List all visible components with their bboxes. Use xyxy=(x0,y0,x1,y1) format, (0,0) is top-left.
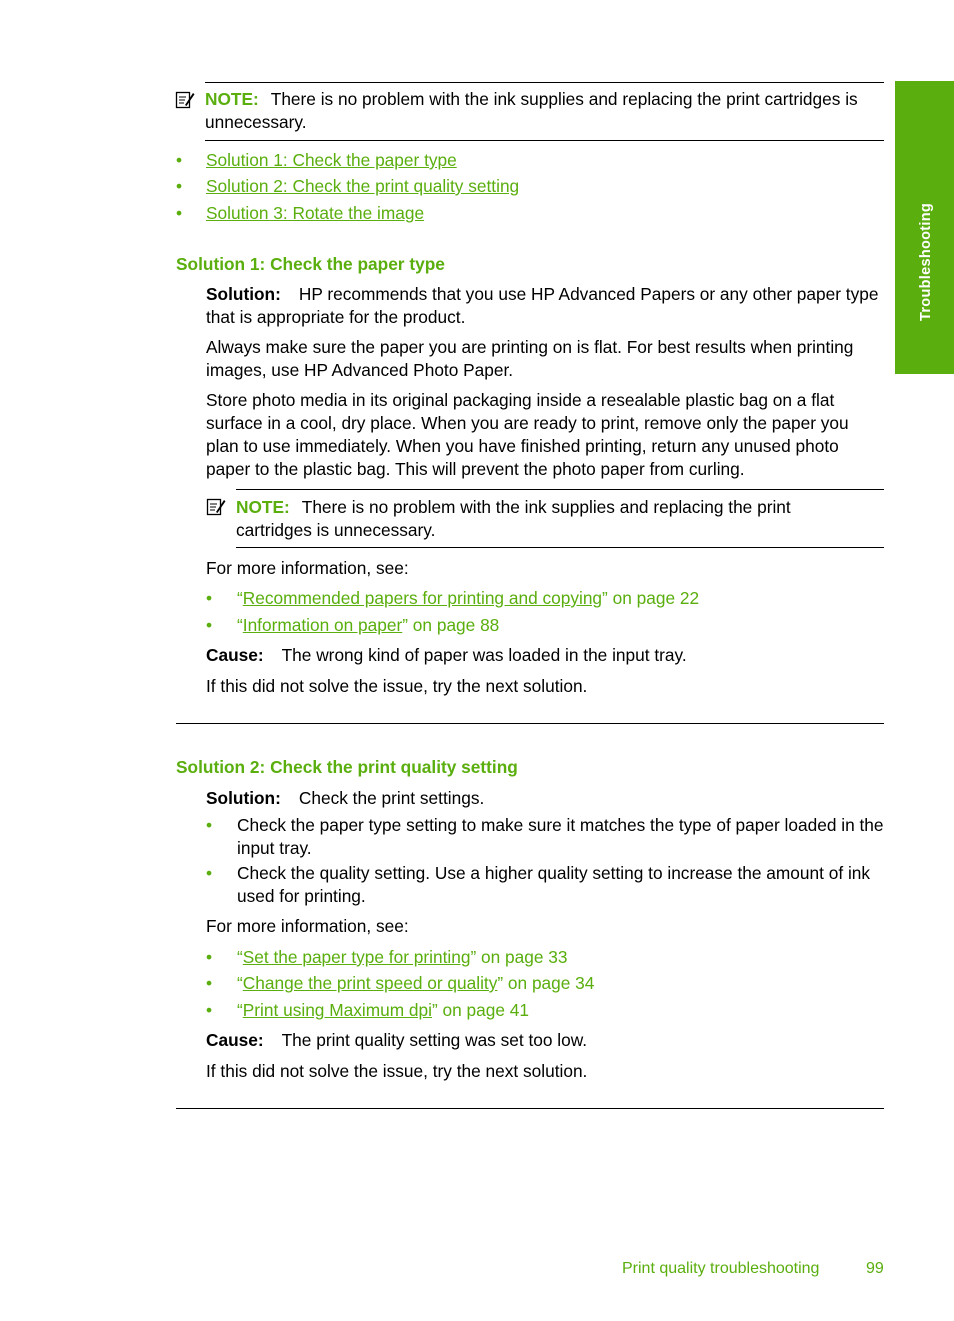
quote-open: “ xyxy=(237,588,243,608)
ref-bullet: • xyxy=(206,588,213,608)
sol2-bullet-2: Check the quality setting. Use a higher quality setting to increase the amount of ink used for printing. xyxy=(237,863,871,906)
quote-close-page: ” on page 22 xyxy=(602,588,700,608)
note2 xyxy=(236,496,856,542)
note1-text: There is no problem with the ink supplies and replacing the print cartridges is unnecessary. xyxy=(205,89,858,132)
quote-open: “ xyxy=(237,973,243,993)
ref-link-set-paper-type[interactable]: Set the paper type for printing xyxy=(242,947,471,967)
sol2-solution xyxy=(206,787,886,810)
sol1-next: If this did not solve the issue, try the next solution. xyxy=(206,676,588,696)
ref-bullet: • xyxy=(206,973,213,993)
list-bullet: • xyxy=(206,815,213,835)
quote-open: “ xyxy=(237,1000,243,1020)
toc-link-solution-1[interactable]: Solution 1: Check the paper type xyxy=(206,150,457,170)
sol2-bullet-1: Check the paper type setting to make sure it matches the type of paper loaded in the input tray. xyxy=(237,815,884,858)
note-icon xyxy=(175,90,195,110)
toc-link-solution-3[interactable]: Solution 3: Rotate the image xyxy=(206,203,425,223)
quote-close-page: ” on page 88 xyxy=(402,615,500,635)
sol2-cause-text: The print quality setting was set too low. xyxy=(281,1030,588,1050)
sol2-solution-label: Solution: xyxy=(206,788,281,808)
sol1-solution-label: Solution: xyxy=(206,284,281,304)
sol2-next: If this did not solve the issue, try the next solution. xyxy=(206,1061,588,1081)
quote-open: “ xyxy=(237,615,243,635)
note1-bottom-rule xyxy=(205,140,884,141)
footer-section: Print quality troubleshooting xyxy=(622,1260,820,1277)
ref-link-recommended-papers[interactable]: Recommended papers for printing and copying xyxy=(242,588,603,608)
note2-bottom-rule xyxy=(236,547,884,548)
note2-label: NOTE: xyxy=(236,497,290,517)
note1-label: NOTE: xyxy=(205,89,259,109)
footer-page-number: 99 xyxy=(866,1260,884,1277)
note-icon xyxy=(206,497,226,517)
sol2-cause xyxy=(206,1029,886,1052)
sol1-paragraph-2: Always make sure the paper you are printing on is flat. For best results when printing images, use HP Advanced Photo Paper. xyxy=(206,337,854,380)
sol1-cause-text: The wrong kind of paper was loaded in the input tray. xyxy=(281,645,687,665)
sol2-ref-1 xyxy=(237,946,568,969)
sol2-heading: Solution 2: Check the print quality setting xyxy=(176,757,518,777)
quote-close-page: ” on page 34 xyxy=(497,973,595,993)
sol1-solution xyxy=(206,283,886,329)
sol2-ref-3 xyxy=(237,999,529,1022)
sol2-ref-2 xyxy=(237,972,594,995)
ref-link-information-on-paper[interactable]: Information on paper xyxy=(242,615,403,635)
side-tab xyxy=(895,81,954,374)
toc-bullet: • xyxy=(176,150,183,170)
side-tab-label: Troubleshooting xyxy=(918,202,934,321)
note1 xyxy=(205,88,885,134)
sol1-solution-text: HP recommends that you use HP Advanced Papers or any other paper type that is appropriate for the product. xyxy=(206,284,879,327)
quote-close-page: ” on page 41 xyxy=(431,1000,530,1020)
toc-link-solution-2[interactable]: Solution 2: Check the print quality setting xyxy=(206,176,520,196)
quote-close-page: ” on page 33 xyxy=(470,947,568,967)
quote-open: “ xyxy=(237,947,243,967)
sol2-cause-label: Cause: xyxy=(206,1030,264,1050)
ref-link-maximum-dpi[interactable]: Print using Maximum dpi xyxy=(242,1000,432,1020)
ref-bullet: • xyxy=(206,947,213,967)
sol1-more-info: For more information, see: xyxy=(206,558,409,578)
section-divider xyxy=(176,723,884,724)
sol2-solution-text: Check the print settings. xyxy=(298,788,485,808)
note2-text: There is no problem with the ink supplies and replacing the print cartridges is unnecessary. xyxy=(236,497,791,540)
toc-bullet: • xyxy=(176,203,183,223)
sol2-more-info: For more information, see: xyxy=(206,916,409,936)
ref-bullet: • xyxy=(206,1000,213,1020)
note1-top-rule xyxy=(205,82,884,83)
sol1-ref-1 xyxy=(237,587,699,610)
sol1-cause xyxy=(206,644,886,667)
list-bullet: • xyxy=(206,863,213,883)
note2-top-rule xyxy=(236,489,884,490)
ref-link-change-print-speed[interactable]: Change the print speed or quality xyxy=(242,973,498,993)
sol1-paragraph-3: Store photo media in its original packaging inside a resealable plastic bag on a flat surface in a cool, dry place. When you are ready to print, remove only the paper you plan to use immediately. When you have finished printing, return any unused photo paper to the plastic bag. This will prevent the photo paper from curling. xyxy=(206,390,849,479)
toc-bullet: • xyxy=(176,176,183,196)
sol1-heading: Solution 1: Check the paper type xyxy=(176,254,445,274)
sol1-cause-label: Cause: xyxy=(206,645,264,665)
section-divider xyxy=(176,1108,884,1109)
sol1-ref-2 xyxy=(237,614,499,637)
ref-bullet: • xyxy=(206,615,213,635)
